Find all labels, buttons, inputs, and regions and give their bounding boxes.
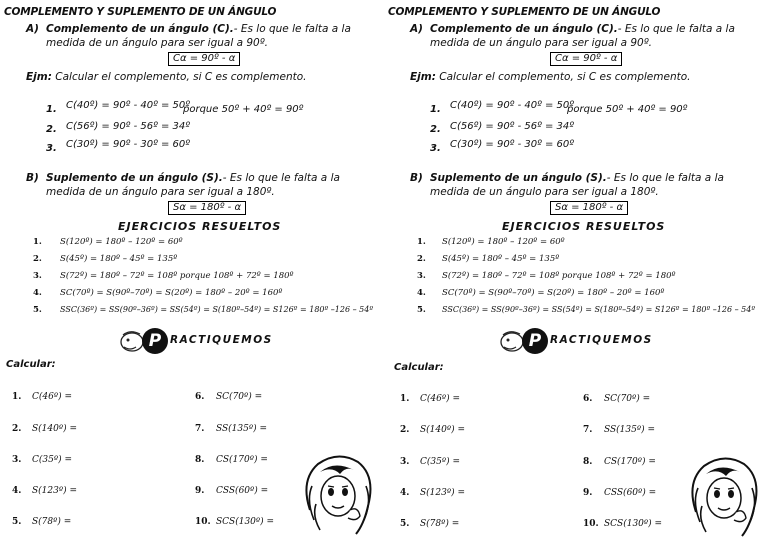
section-b — [410, 171, 762, 199]
calc-expr-5: S(78º) = — [32, 517, 72, 527]
example-num-3: 3. — [430, 143, 441, 154]
calc-num-7: 7. — [195, 424, 205, 434]
practice-badge-icon — [522, 328, 548, 354]
section-a — [410, 22, 762, 50]
example-expr-1: C(40º) = 90º - 40º = 50º — [66, 100, 190, 111]
solved-expr-2: S(45º) = 180º – 45º = 135º — [442, 254, 560, 264]
calc-expr-8: CS(170º) = — [216, 455, 268, 465]
solved-expr-2: S(45º) = 180º – 45º = 135º — [60, 254, 178, 264]
solved-expr-4: SC(70º) = S(90º–70º) = S(20º) = 180º – 20º = 160º — [442, 288, 665, 298]
example-num-2: 2. — [430, 124, 441, 135]
calc-expr-7: SS(135º) = — [216, 424, 268, 434]
calc-num-10: 10. — [195, 517, 211, 527]
section-b-marker: B) — [26, 172, 39, 184]
supplement-formula: Sα = 180º - α — [168, 201, 246, 215]
section-b — [26, 171, 378, 199]
section-a-text: - Es lo que le falta a la medida de un ángulo para ser igual a 90º. — [430, 23, 735, 49]
solved-num-2: 2. — [417, 254, 426, 264]
section-b-heading: Suplemento de un ángulo (S). — [46, 172, 223, 184]
section-b-heading: Suplemento de un ángulo (S). — [430, 172, 607, 184]
example-label: Ejm: — [410, 71, 436, 83]
worksheet-right — [384, 0, 768, 543]
example-expr-2: C(56º) = 90º - 56º = 34º — [450, 121, 574, 132]
example-line — [26, 71, 306, 83]
calc-num-5: 5. — [12, 517, 22, 527]
section-a-heading: Complemento de un ángulo (C). — [430, 23, 618, 35]
calc-num-7: 7. — [583, 425, 593, 435]
example-expr-1: C(40º) = 90º - 40º = 50º — [450, 100, 574, 111]
calc-expr-2: S(140º) = — [420, 425, 465, 435]
solved-num-4: 4. — [417, 288, 426, 298]
calc-num-2: 2. — [400, 425, 410, 435]
supplement-formula: Sα = 180º - α — [550, 201, 628, 215]
calc-expr-5: S(78º) = — [420, 519, 460, 529]
practice-banner — [498, 326, 668, 356]
calc-num-3: 3. — [400, 457, 410, 467]
exercises-title: EJERCICIOS RESUELTOS — [502, 220, 666, 233]
calc-num-2: 2. — [12, 424, 22, 434]
calc-expr-10: SCS(130º) = — [216, 517, 275, 527]
section-a — [26, 22, 378, 50]
example-note-1: porque 50º + 40º = 90º — [567, 104, 688, 115]
solved-expr-5: SSC(36º) = SS(90º–36º) = SS(54º) = S(180º–54º) = S126º = 180º –126 – 54º — [442, 305, 756, 314]
example-text: Calcular el complemento, si C es complemento. — [55, 71, 307, 83]
calc-expr-3: C(35º) = — [420, 457, 460, 467]
complement-formula: Cα = 90º - α — [168, 52, 240, 66]
calc-expr-1: C(46º) = — [32, 392, 72, 402]
calc-expr-6: SC(70º) = — [216, 392, 263, 402]
calc-expr-2: S(140º) = — [32, 424, 77, 434]
solved-expr-1: S(120º) = 180º – 120º = 60º — [60, 237, 183, 247]
calc-num-10: 10. — [583, 519, 599, 529]
calc-num-8: 8. — [583, 457, 593, 467]
calc-expr-7: SS(135º) = — [604, 425, 656, 435]
calc-expr-9: CSS(60º) = — [216, 486, 269, 496]
calc-num-8: 8. — [195, 455, 205, 465]
example-note-1: porque 50º + 40º = 90º — [183, 104, 304, 115]
solved-expr-4: SC(70º) = S(90º–70º) = S(20º) = 180º – 20º = 160º — [60, 288, 283, 298]
calc-expr-10: SCS(130º) = — [604, 519, 663, 529]
solved-num-3: 3. — [417, 271, 426, 281]
solved-expr-5: SSC(36º) = SS(90º–36º) = SS(54º) = S(180º–54º) = S126º = 180º –126 – 54º — [60, 305, 374, 314]
practice-badge-letter: P — [528, 331, 542, 351]
example-label: Ejm: — [26, 71, 52, 83]
solved-num-4: 4. — [33, 288, 42, 298]
example-expr-2: C(56º) = 90º - 56º = 34º — [66, 121, 190, 132]
example-line — [410, 71, 690, 83]
calc-num-3: 3. — [12, 455, 22, 465]
calc-num-6: 6. — [583, 394, 593, 404]
section-a-marker: A) — [26, 23, 39, 35]
section-a-heading: Complemento de un ángulo (C). — [46, 23, 234, 35]
practice-badge-letter: P — [148, 331, 162, 351]
calc-expr-1: C(46º) = — [420, 394, 460, 404]
calc-expr-6: SC(70º) = — [604, 394, 651, 404]
calc-num-1: 1. — [12, 392, 22, 402]
section-b-text: - Es lo que le falta a la medida de un ángulo para ser igual a 180º. — [430, 172, 724, 198]
solved-num-1: 1. — [417, 237, 426, 247]
calc-num-4: 4. — [12, 486, 22, 496]
practice-label: RACTIQUEMOS — [170, 334, 273, 346]
exercises-title: EJERCICIOS RESUELTOS — [118, 220, 282, 233]
solved-expr-3: S(72º) = 180º – 72º = 108º porque 108º + 72º = 180º — [60, 271, 294, 281]
solved-num-5: 5. — [417, 305, 426, 315]
cartoon-girl-icon — [298, 450, 378, 538]
practice-label: RACTIQUEMOS — [550, 334, 653, 346]
calc-expr-9: CSS(60º) = — [604, 488, 657, 498]
calc-expr-4: S(123º) = — [420, 488, 465, 498]
solved-num-3: 3. — [33, 271, 42, 281]
calc-label: Calcular: — [6, 359, 56, 370]
example-num-3: 3. — [46, 143, 57, 154]
section-a-marker: A) — [410, 23, 423, 35]
section-b-marker: B) — [410, 172, 423, 184]
calc-num-1: 1. — [400, 394, 410, 404]
calc-num-4: 4. — [400, 488, 410, 498]
practice-badge-icon — [142, 328, 168, 354]
practice-banner — [118, 326, 288, 356]
example-num-1: 1. — [430, 104, 441, 115]
calc-expr-8: CS(170º) = — [604, 457, 656, 467]
cartoon-girl-icon — [684, 452, 764, 540]
example-expr-3: C(30º) = 90º - 30º = 60º — [66, 139, 190, 150]
solved-expr-3: S(72º) = 180º – 72º = 108º porque 108º + 72º = 180º — [442, 271, 676, 281]
calc-num-9: 9. — [195, 486, 205, 496]
solved-expr-1: S(120º) = 180º – 120º = 60º — [442, 237, 565, 247]
calc-num-9: 9. — [583, 488, 593, 498]
example-expr-3: C(30º) = 90º - 30º = 60º — [450, 139, 574, 150]
solved-num-5: 5. — [33, 305, 42, 315]
complement-formula: Cα = 90º - α — [550, 52, 622, 66]
calc-num-5: 5. — [400, 519, 410, 529]
calc-expr-4: S(123º) = — [32, 486, 77, 496]
calc-label: Calcular: — [394, 362, 444, 373]
solved-num-1: 1. — [33, 237, 42, 247]
section-b-text: - Es lo que le falta a la medida de un ángulo para ser igual a 180º. — [46, 172, 340, 198]
example-text: Calcular el complemento, si C es complemento. — [439, 71, 691, 83]
example-num-1: 1. — [46, 104, 57, 115]
calc-expr-3: C(35º) = — [32, 455, 72, 465]
solved-num-2: 2. — [33, 254, 42, 264]
page-title: COMPLEMENTO Y SUPLEMENTO DE UN ÁNGULO — [388, 6, 661, 18]
example-num-2: 2. — [46, 124, 57, 135]
page-title: COMPLEMENTO Y SUPLEMENTO DE UN ÁNGULO — [4, 6, 277, 18]
section-a-text: - Es lo que le falta a la medida de un ángulo para ser igual a 90º. — [46, 23, 351, 49]
calc-num-6: 6. — [195, 392, 205, 402]
